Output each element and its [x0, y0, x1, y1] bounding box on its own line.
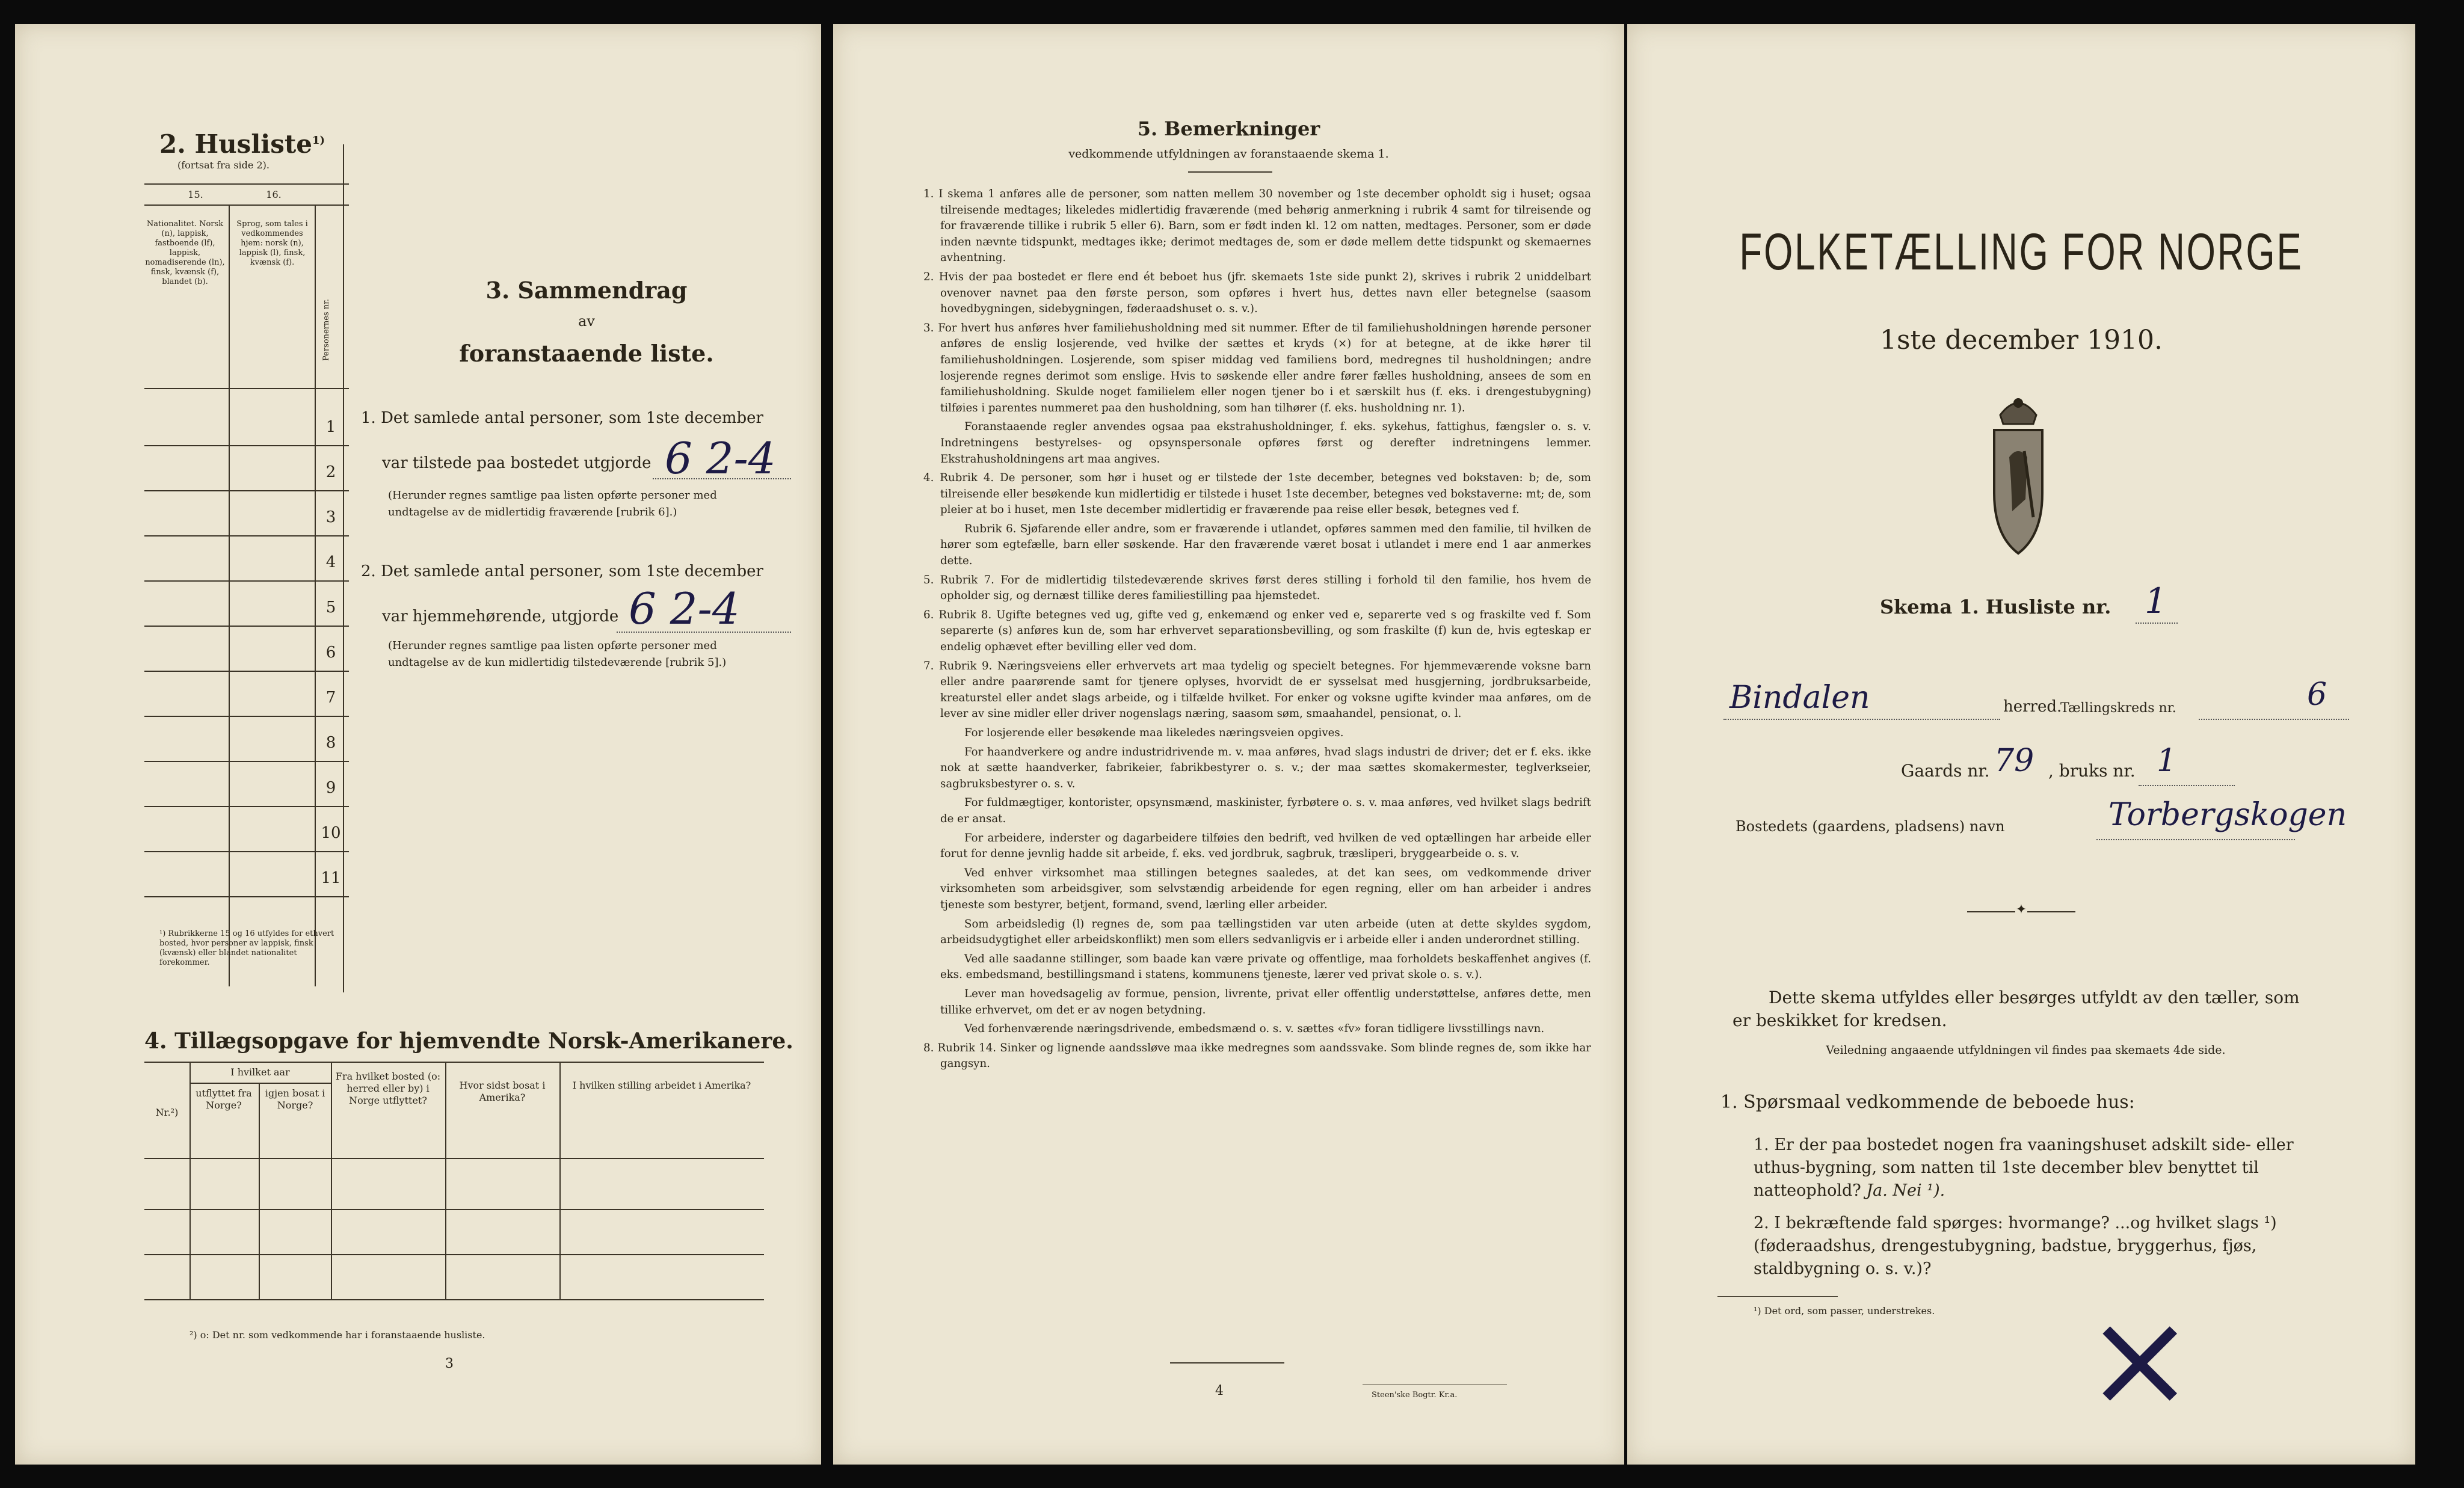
- item1-note: (Herunder regnes samtlige paa listen opførte personer med undtagelse av de midlertidig fraværende [rubrik 6].): [388, 489, 717, 518]
- remark-paragraph: Lever man hovedsagelig av formue, pension, livrente, privat eller offentlig understøttelse, anføres dette, men tillike erhvervet, om det er av nogen betydning.: [940, 987, 1591, 1016]
- bosted-label: Bostedets (gaardens, pladsens) navn: [1736, 818, 2005, 835]
- remark-paragraph: Ved enhver virksomhet maa stillingen betegnes saaledes, at det kan sees, om vedkommende driver virksomheten som arbeidsgiver, som selvstændig arbeidende for egen regning, eller om han arbeider i andres tjeneste som bestyrer, betjent, formand, svend, lærling eller arbeider.: [940, 866, 1591, 911]
- remark-paragraph: Rubrik 6. Sjøfarende eller andre, som er fraværende i utlandet, opføres sammen med den familie, til hvilken de hører som egtefælle, barn eller søskende. Har den fraværende været bosat i utlandet i mere end 1 aar anmerkes dette.: [940, 522, 1591, 568]
- t-head-group: I hvilket aar: [230, 1066, 290, 1078]
- printer-mark: Steen'ske Bogtr. Kr.a.: [1372, 1391, 1458, 1400]
- herred-label: herred.: [2003, 698, 2062, 716]
- ornament-icon: ✦: [2015, 902, 2027, 917]
- cover-page: [1627, 24, 2415, 1465]
- remark-paragraph: For arbeidere, inderster og dagarbeidere tilføies den bedrift, ved hvilken de ved optællingen har arbeide eller forut for denne jevnlig hadde sit arbeide, f. eks. ved jordbruk, sagbruk, træsliperi, bryggearbeide o. s. v.: [940, 831, 1591, 861]
- questions-heading: 1. Spørsmaal vedkommende de beboede hus:: [1720, 1092, 2135, 1113]
- remarks-subtitle: vedkommende utfyldningen av foranstaaende skema 1.: [1068, 147, 1389, 161]
- item1-line2: var tilstede paa bostedet utgjorde: [382, 454, 651, 472]
- remark-paragraph: 8. Rubrik 14. Sinker og lignende aandssløve maa ikke medregnes som aandssvake. Som blinde regnes de, som ikke har gangsyn.: [923, 1041, 1591, 1071]
- row-divider: [144, 851, 349, 852]
- tillaeg-title: 4. Tillægsopgave for hjemvendte Norsk-Amerikanere.: [144, 1028, 793, 1054]
- question-1: 1. Er der paa bostedet nogen fra vaaningshuset adskilt side- eller uthus-bygning, som natten til 1ste december blev benyttet til natteophold? Ja. Nei ¹).: [1754, 1136, 2294, 1200]
- remark-paragraph: Foranstaaende regler anvendes ogsaa paa ekstrahusholdninger, f. eks. sykehus, fattighus, fængsler o. s. v. Indretningens bestyrelses- og opsynspersonale opføres først og derefter indretningens lemmer. Ekstrahusholdningens art maa angives.: [940, 420, 1591, 466]
- col15-number: 15.: [188, 189, 203, 200]
- remark-paragraph: 1. I skema 1 anføres alle de personer, som natten mellem 30 november og 1ste december opholdt sig i huset; ogsaa tilreisende medtages; likeledes midlertidig fraværende (med behørig anmerkning i rubrik 4 samt for tilreisende og for fraværende tillike i rubrik 5 eller 6). Barn, som er født inden kl. 12 om natten, medtages. Personer, som er døde inden nævnte tidspunkt, medtages ikke; derimot medtages de, som er døde mellem dette tidspunkt og skemaernes avhentning.: [923, 188, 1591, 265]
- row-number: 5: [325, 598, 336, 616]
- sammendrag-subtitle: foranstaaende liste.: [459, 340, 714, 367]
- row-divider: [144, 580, 349, 582]
- row-number: 9: [325, 779, 336, 797]
- row-divider: [144, 671, 349, 672]
- row-divider: [144, 490, 349, 491]
- coat-of-arms-icon: [1982, 379, 2054, 559]
- kreds-label: Tællingskreds nr.: [2060, 701, 2176, 716]
- veiledning-text: Veiledning angaaende utfyldningen vil findes paa skemaets 4de side.: [1826, 1044, 2226, 1057]
- cover-footnote: ¹) Det ord, som passer, understrekes.: [1754, 1305, 1935, 1317]
- remark-paragraph: Som arbeidsledig (l) regnes de, som paa tællingstiden var uten arbeide (uten at dette skyldes sygdom, arbeidsudygtighet eller arbeidskonflikt) men som ellers sedvanligvis er i arbeide eller i anden underordnet stilling.: [940, 917, 1591, 947]
- col15-header: Nationalitet. Norsk (n), lappisk, fastboende (lf), lappisk, nomadiserende (ln), finsk, kvænsk (f), blandet (b).: [145, 220, 225, 286]
- row-number: 11: [321, 869, 341, 887]
- t-head-bosted: Fra hvilket bosted (o: herred eller by) i Norge utflyttet?: [335, 1071, 441, 1106]
- remark-paragraph: Ved forhenværende næringsdrivende, embedsmænd o. s. v. sættes «fv» foran tidligere livsstillings navn.: [964, 1022, 1545, 1036]
- gaards-value: 79: [1994, 743, 2034, 779]
- remark-paragraph: 6. Rubrik 8. Ugifte betegnes ved ug, gifte ved g, enkemænd og enker ved e, separerte ved s og fraskilte ved f. Som separerte (s) anføres kun de, som har erhvervet separationsbevilling, og som fraskilte (f) kun de, hvis egteskap er endelig ophævet efter bevilling eller ved dom.: [923, 608, 1591, 654]
- row-divider: [144, 445, 349, 446]
- page-4-middle: [833, 24, 1624, 1465]
- sammendrag-title: 3. Sammendrag: [485, 277, 688, 304]
- row-divider: [144, 761, 349, 762]
- remark-paragraph: For haandverkere og andre industridrivende m. v. maa anføres, hvad slags industri de driver; det er f. eks. ikke nok at sætte haandverker, fabrikeier, fabrikbestyrer o. s. v.; der maa sættes skomakermester, teglverkseier, sagbruksbestyrer o. s. v.: [940, 745, 1591, 790]
- row-number: 10: [321, 824, 341, 842]
- t-head-nr: Nr.²): [155, 1107, 179, 1118]
- item2-line2: var hjemmehørende, utgjorde: [382, 607, 619, 626]
- row-divider: [144, 535, 349, 536]
- q1-answer: Ja. Nei ¹).: [1866, 1181, 1945, 1200]
- row-divider: [144, 896, 349, 897]
- bosted-value: Torbergskogen: [2108, 797, 2347, 833]
- row-number: 6: [325, 644, 336, 662]
- huslist-subtitle: (fortsat fra side 2).: [177, 159, 270, 171]
- t-head-stilling: I hvilken stilling arbeidet i Amerika?: [572, 1080, 751, 1091]
- t-head-utflyttet: utflyttet fra Norge?: [196, 1087, 252, 1111]
- item2-note: (Herunder regnes samtlige paa listen opførte personer med undtagelse av de kun midlertidig tilstedeværende [rubrik 5].): [388, 639, 727, 669]
- remark-paragraph: Ved alle saadanne stillinger, som baade kan være private og offentlige, maa forholdets beskaffenhet angives (f. eks. embedsmand, bestillingsmand i statens, kommunens tjeneste, lærer ved privat skole o. s. v.).: [940, 952, 1591, 982]
- footnote-2: ²) o: Det nr. som vedkommende har i foranstaaende husliste.: [189, 1329, 485, 1341]
- person-number-header: Personernes nr.: [322, 298, 331, 361]
- row-divider: [144, 626, 349, 627]
- huslist-title: 2. Husliste$^{1)}$: [159, 129, 325, 159]
- t-head-igjen: igjen bosat i Norge?: [265, 1087, 325, 1111]
- remark-paragraph: 2. Hvis der paa bostedet er flere end ét beboet hus (jfr. skemaets 1ste side punkt 2), skrives i rubrik 2 uniddelbart ovenover navnet paa den første person, som opføres i hvert hus, dettes navn eller betegnelse (saasom hovedbygningen, sidebygningen, føderaadshuset o. s. v.).: [923, 270, 1591, 316]
- col16-number: 16.: [266, 189, 282, 200]
- t-head-sidst: Hvor sidst bosat i Amerika?: [459, 1080, 546, 1103]
- remark-paragraph: For losjerende eller besøkende maa likeledes næringsveien opgives.: [964, 727, 1344, 739]
- intro-text: Dette skema utfyldes eller besørges utfyldt av den tæller, som er beskikket for kredsen.: [1732, 988, 2300, 1030]
- row-divider: [144, 716, 349, 717]
- remarks-title: 5. Bemerkninger: [1137, 117, 1320, 140]
- remark-paragraph: 3. For hvert hus anføres hver familiehusholdning med sit nummer. Efter de til familiehusholdningen hørende personer anføres de enslig losjerende, ved hvilke der sættes et kryds (×) for at betegne, at de ikke hører til familiehusholdningen. Losjerende, som spiser middag ved familiens bord, medregnes til husholdningen; andre losjerende regnes derimot som enslige. Hvis to søskende eller andre fører fælles husholdning, ansees de som en familiehusholdning. Skulde noget familielem eller nogen tjener bo i et særskilt hus (f. eks. i drengestubygning) tilføies i parentes nummeret paa den husholdning, som han tilhører (f. eks. husholdning nr. 1).: [923, 321, 1591, 414]
- row-number: 7: [325, 689, 336, 707]
- census-date: 1ste december 1910.: [1879, 325, 2163, 355]
- question-2: 2. I bekræftende fald spørges: hvormange? ...og hvilket slags ¹) (føderaadshus, drengestubygning, badstue, bryggerhus, fjøs, staldbygning o. s. v.)?: [1754, 1214, 2277, 1278]
- item1-line1: 1. Det samlede antal personer, som 1ste december: [361, 409, 763, 427]
- census-title: FOLKETÆLLING FOR NORGE: [1739, 223, 2303, 281]
- item2-value: 6 2-4: [629, 583, 740, 634]
- footnote-1: ¹) Rubrikkerne 15 og 16 utfyldes for ethvert bosted, hvor personer av lappisk, finsk (kvænsk) eller blandet nationalitet forekommer.: [159, 929, 334, 967]
- cross-mark: ×: [2084, 1282, 2196, 1436]
- remark-paragraph: 7. Rubrik 9. Næringsveiens eller erhvervets art maa tydelig og specielt betegnes. For hjemmeværende voksne barn eller andre paarørende samt for tjenere oplyses, hvorvidt de er sysselsat med husgjerning, jordbruksarbeide, kreaturstel eller andet slags arbeide, og i tilfælde hvilket. For enker og voksne ugifte kvinder maa anføres, om de lever av sine midler eller driver nogenslags næring, saasom søm, smaahandel, pensionat, o. l.: [923, 659, 1591, 721]
- remark-paragraph: 5. Rubrik 7. For de midlertidig tilstedeværende skrives først deres stilling i forhold til den familie, hos hvem de opholder sig, og dernæst tillike deres familiestilling paa hjemstedet.: [923, 573, 1591, 603]
- remarks-body: [923, 186, 1591, 1075]
- page-number-4: 4: [1215, 1383, 1224, 1398]
- skema-label: Skema 1. Husliste nr.: [1880, 595, 2111, 618]
- bruks-value: 1: [2157, 743, 2177, 779]
- remark-paragraph: For fuldmægtiger, kontorister, opsynsmænd, maskinister, fyrbøtere o. s. v. maa anføres, ved hvilket slags bedrift de er ansat.: [940, 796, 1591, 825]
- bruks-label: , bruks nr.: [2048, 761, 2136, 781]
- kreds-value: 6: [2307, 677, 2327, 713]
- item2-line1: 2. Det samlede antal personer, som 1ste december: [361, 562, 763, 580]
- page-3-left: [15, 24, 821, 1465]
- col16-header: Sprog, som tales i vedkommendes hjem: norsk (n), lappisk (l), finsk, kvænsk (f).: [236, 220, 308, 267]
- row-number: 1: [325, 418, 336, 436]
- row-number: 2: [325, 463, 336, 481]
- row-divider: [144, 806, 349, 807]
- skema-value: 1: [2145, 580, 2167, 621]
- remark-paragraph: 4. Rubrik 4. De personer, som hør i huset og er tilstede der 1ste december, betegnes ved bokstaven: b; de, som tilreisende eller besøkende kun midlertidig er tilstede i huset 1ste december, betegnes ved bokstaverne: mt; de, som pleier at bo i huset, men 1ste december midlertidig er fraværende paa reise eller besøk, betegnes ved f.: [923, 472, 1591, 517]
- item1-value: 6 2-4: [665, 433, 776, 484]
- row-number: 8: [325, 734, 336, 752]
- row-number: 4: [325, 553, 336, 571]
- gaards-label: Gaards nr.: [1901, 761, 1990, 781]
- herred-value: Bindalen: [1729, 680, 1870, 716]
- row-number: 3: [325, 508, 336, 526]
- sammendrag-av: av: [578, 313, 595, 330]
- page-number-3: 3: [445, 1356, 454, 1371]
